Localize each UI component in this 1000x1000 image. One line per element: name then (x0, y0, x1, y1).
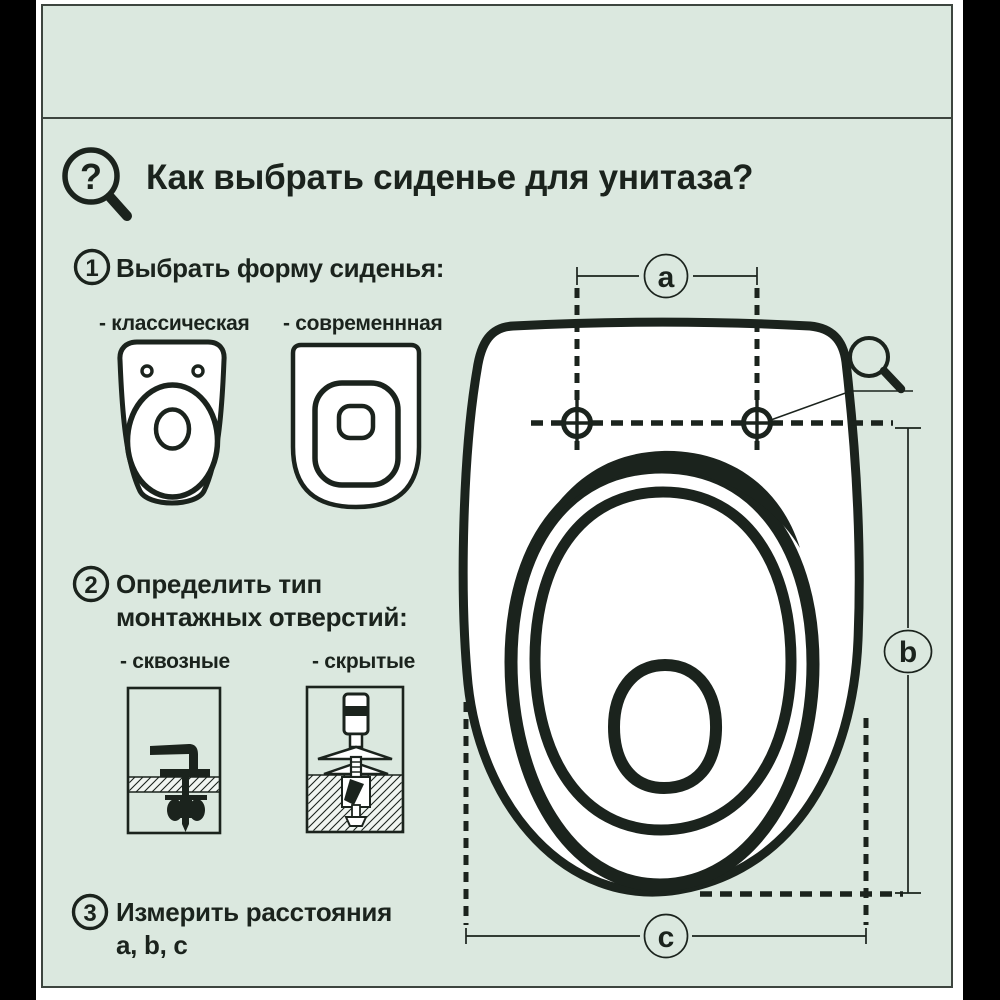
seat-drain-hole (614, 665, 716, 788)
step3-heading-line1: Измерить расстояния (116, 897, 392, 927)
hinge-hole (142, 366, 152, 376)
page-title: Как выбрать сиденье для унитаза? (146, 158, 754, 197)
hidden-mount-diagram (307, 687, 403, 832)
classic-seat-drawing (120, 342, 224, 503)
through-mount-diagram (128, 688, 220, 833)
step3-heading (116, 896, 392, 962)
step1-option-modern-label: - современнная (283, 312, 443, 335)
step2-heading-line1: Определить тип (116, 569, 322, 599)
step3-heading-line2: a, b, c (116, 930, 188, 960)
question-magnifier-icon (65, 150, 127, 216)
dimension-c (466, 915, 866, 958)
step2-heading (116, 568, 407, 634)
hinge-hole (193, 366, 203, 376)
step1-option-classic-label: - классическая (99, 312, 250, 335)
dimension-b (885, 428, 932, 893)
step2-option-through-label: - сквозные (120, 650, 230, 673)
step1-number-badge (76, 251, 109, 284)
svg-text:2: 2 (84, 572, 98, 599)
question-mark: ? (80, 156, 102, 197)
step3-number-badge (74, 896, 107, 929)
svg-text:1: 1 (85, 255, 99, 282)
step2-heading-line2: монтажных отверстий: (116, 602, 408, 632)
svg-text:3: 3 (83, 900, 97, 927)
step2-option-hidden-label: - скрытые (312, 650, 415, 673)
seat-top-view (463, 322, 859, 892)
step2-number-badge (75, 568, 108, 601)
dimension-a-label: a (657, 261, 675, 294)
dimension-a (577, 255, 757, 298)
dimension-b-label: b (898, 636, 918, 669)
dimension-c-label: c (657, 921, 675, 954)
modern-seat-drawing (293, 345, 419, 507)
step1-heading: Выбрать форму сиденья: (116, 253, 445, 283)
